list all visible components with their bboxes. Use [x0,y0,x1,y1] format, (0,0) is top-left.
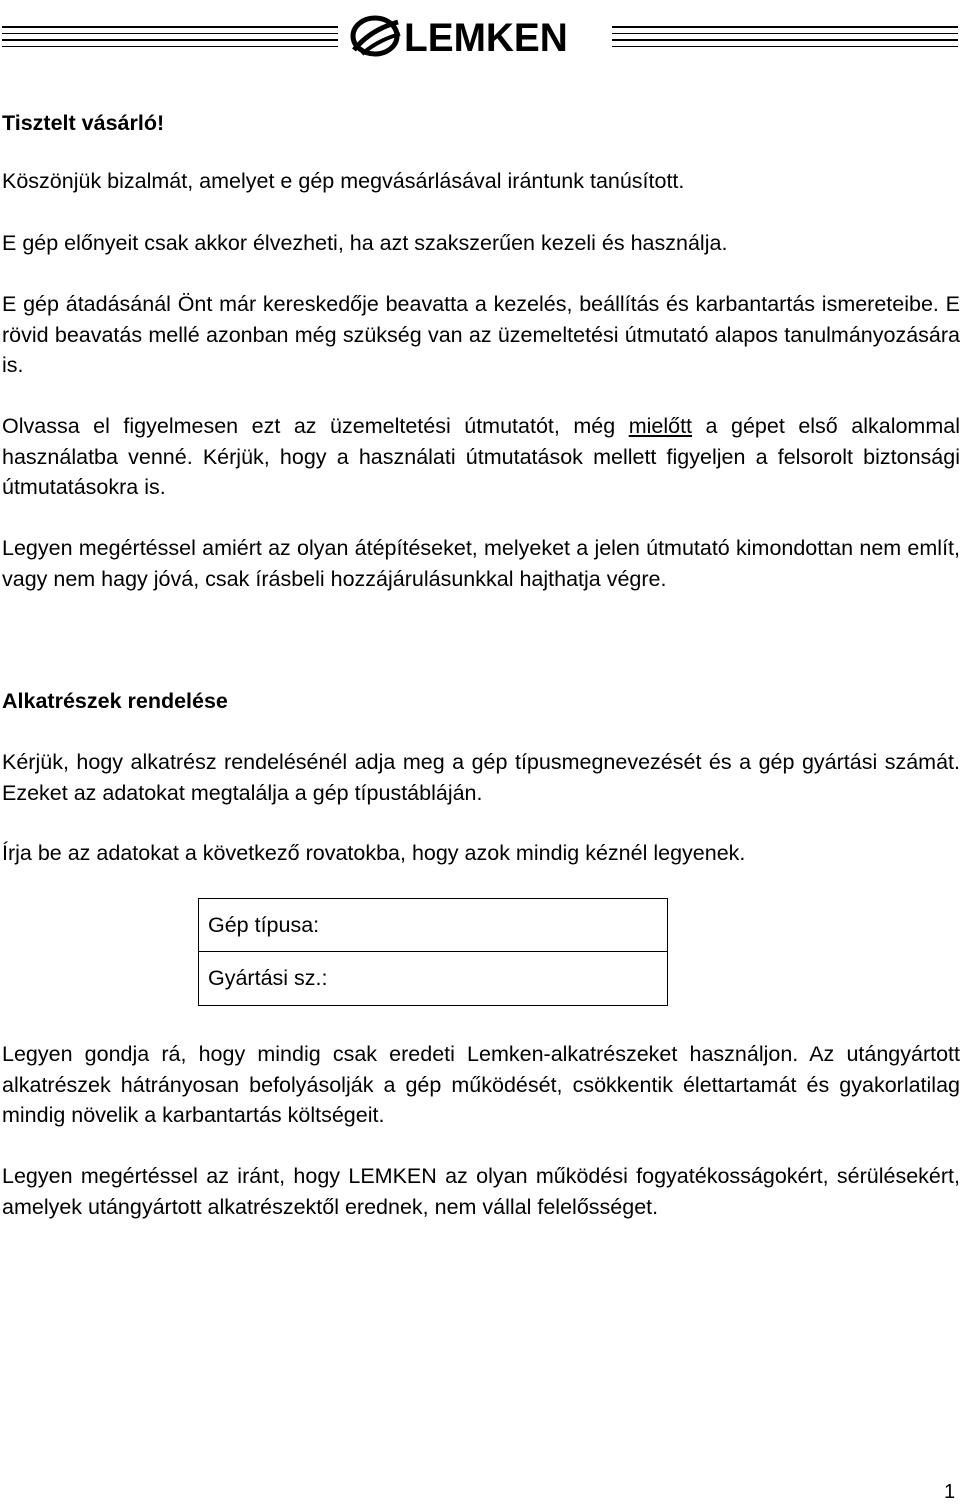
header-rule-right [612,26,958,52]
lemken-emblem-icon [348,10,404,66]
machine-type-field[interactable] [199,899,667,952]
serial-number-label: Gyártási sz.: [208,966,328,990]
read-manual-text-start: Olvassa el figyelmesen ezt az üzemeltetési útmutatót, még [2,414,629,438]
read-manual-text-end: a gépet első alkalommal használatba venné. Kérjük, hogy a használati útmutatások mellett figyeljen a felsorolt biztonsági útmutatásokra is. [2,414,960,499]
lemken-logo [348,10,610,66]
page-header [0,10,960,66]
paragraph-handover: E gép átadásánál Önt már kereskedője beavatta a kezelés, beállítás és karbantartás ismereteibe. E rövid beavatás mellé azonban még szükség van az üzemeltetési útmutató alapos tanulmányozására is. [2,292,960,377]
parts-heading: Alkatrészek rendelése [2,689,228,713]
greeting-heading: Tisztelt vásárló! [2,111,165,135]
paragraph-modifications: Legyen megértéssel amiért az olyan átépítéseket, melyeket a jelen útmutató kimondottan nem említ, vagy nem hagy jóvá, csak írásbeli hozzájárulásunkkal hajthatja végre. [2,536,960,591]
header-rule-left [2,26,338,52]
paragraph-parts-order: Kérjük, hogy alkatrész rendelésénél adja meg a gép típusmegnevezését és a gép gyártási számát. Ezeket az adatokat megtalálja a gép típustábláján. [2,750,960,805]
read-manual-underlined: mielőtt [628,414,693,438]
paragraph-liability: Legyen megértéssel az iránt, hogy LEMKEN az olyan működési fogyatékosságokért, sérülésekért, amelyek utángyártott alkatrészektől erednek, nem vállal felelősséget. [2,1164,960,1219]
paragraph-fill-fields: Írja be az adatokat a következő rovatokba, hogy azok mindig kéznél legyenek. [2,841,746,865]
machine-data-box [198,898,668,1006]
paragraph-thanks: Köszönjük bizalmát, amelyet e gép megvásárlásával irántunk tanúsított. [2,169,685,193]
paragraph-original-parts: Legyen gondja rá, hogy mindig csak eredeti Lemken-alkatrészeket használjon. Az utángyártott alkatrészek hátrányosan befolyásolják a gép működését, csökkentik élettartamát és gyakorlatilag mindig növelik a karbantartás költségeit. [2,1042,960,1127]
paragraph-read-manual [2,411,960,503]
logo-wordmark: LEMKEN [404,16,568,60]
paragraph-benefits: E gép előnyeit csak akkor élvezheti, ha azt szakszerűen kezeli és használja. [2,231,728,255]
serial-number-field[interactable] [199,952,667,1005]
machine-type-label: Gép típusa: [208,913,320,937]
page-number: 1 [944,1481,956,1503]
